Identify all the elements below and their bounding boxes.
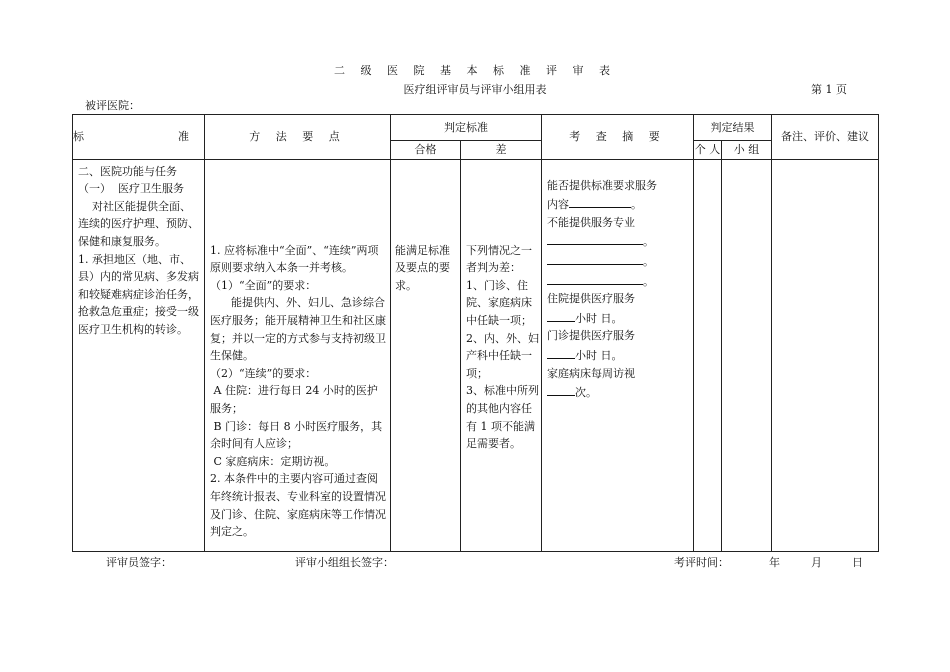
fill-blank[interactable] bbox=[547, 251, 643, 265]
fail-cell: 下列情况之一者判为差： 1、门诊、住院、家庭病床中任缺一项； 2、内、外、妇产科中任缺一项； 3、标准中所列的其他内容任有 1 项不能满足需要者。 bbox=[461, 159, 542, 551]
summary-line: 小时 日。 bbox=[547, 345, 691, 365]
summary-cell bbox=[542, 159, 694, 551]
summary-line: 内容 。 bbox=[547, 194, 691, 214]
review-time-label: 考评时间： bbox=[674, 556, 729, 569]
pass-cell: 能满足标准及要点的要求。 bbox=[391, 159, 461, 551]
day-label: 日 bbox=[852, 556, 863, 569]
page-number: 第 1 页 bbox=[811, 83, 847, 96]
summary-line: 家庭病床每周访视 bbox=[547, 366, 635, 380]
header-group: 小 组 bbox=[722, 141, 772, 160]
page-title: 二 级 医 院 基 本 标 准 评 审 表 bbox=[334, 64, 616, 77]
fill-blank[interactable] bbox=[547, 345, 575, 359]
hospital-label: 被评医院： bbox=[85, 99, 140, 112]
method-cell: 1. 应将标准中“全面”、“连续”两项原则要求纳入本条一并考核。 （1）“全面”的要求： 能提供内、外、妇儿、急诊综合医疗服务；能开展精神卫生和社区康复；并以一定的方式参与支持初级卫生保健。 （2）“连续”的要求： A 住院：进行每日 24 小时的医护服务； B 门诊：每日 8 小时医疗服务，其余时间有人应诊； C 家庭病床：定期访视。 2. 本条件中的主要内容可通过查阅年终统计报表、专业科室的设置情况及门诊、住院、家庭病床等工作情况判定之。 bbox=[205, 159, 391, 551]
fill-blank[interactable] bbox=[547, 271, 643, 285]
year-label: 年 bbox=[769, 556, 780, 569]
header-remarks: 备注、评价、建议 bbox=[772, 115, 879, 160]
summary-line: 能否提供标准要求服务 bbox=[547, 178, 657, 192]
individual-result-cell[interactable] bbox=[694, 159, 722, 551]
summary-line: 。 bbox=[547, 231, 691, 251]
reviewer-signature-label: 评审员签字： bbox=[106, 556, 172, 569]
leader-signature-label: 评审小组组长签字： bbox=[295, 556, 394, 569]
summary-line: 。 bbox=[547, 271, 691, 291]
summary-line: 小时 日。 bbox=[547, 308, 691, 328]
month-label: 月 bbox=[811, 556, 822, 569]
header-pass: 合格 bbox=[391, 141, 461, 160]
review-table bbox=[72, 114, 879, 552]
header-result: 判定结果 bbox=[694, 115, 772, 141]
standard-cell: 二、医院功能与任务 （一） 医疗卫生服务 对社区能提供全面、连续的医疗护理、预防、保健和康复服务。 1. 承担地区（地、市、县）内的常见病、多发病和较疑难病症诊治任务，抢救急危重症；接受一级医疗卫生机构的转诊。 bbox=[73, 159, 205, 551]
header-summary: 考 查 摘 要 bbox=[542, 115, 694, 160]
header-criteria: 判定标准 bbox=[391, 115, 542, 141]
form-subtitle: 医疗组评审员与评审小组用表 bbox=[403, 83, 547, 96]
fill-blank[interactable] bbox=[547, 231, 643, 245]
fill-blank[interactable] bbox=[547, 308, 575, 322]
summary-line: 住院提供医疗服务 bbox=[547, 292, 635, 306]
summary-line: 不能提供服务专业 bbox=[547, 215, 635, 229]
summary-line: 。 bbox=[547, 251, 691, 271]
fill-blank[interactable] bbox=[569, 194, 631, 208]
header-individual: 个 人 bbox=[694, 141, 722, 160]
header-fail: 差 bbox=[461, 141, 542, 160]
header-method: 方 法 要 点 bbox=[205, 115, 391, 160]
header-standard: 标 准 bbox=[73, 115, 205, 160]
group-result-cell[interactable] bbox=[722, 159, 772, 551]
summary-line: 次。 bbox=[547, 382, 691, 402]
remarks-cell[interactable] bbox=[772, 159, 879, 551]
fill-blank[interactable] bbox=[547, 382, 575, 396]
summary-line: 门诊提供医疗服务 bbox=[547, 329, 635, 343]
